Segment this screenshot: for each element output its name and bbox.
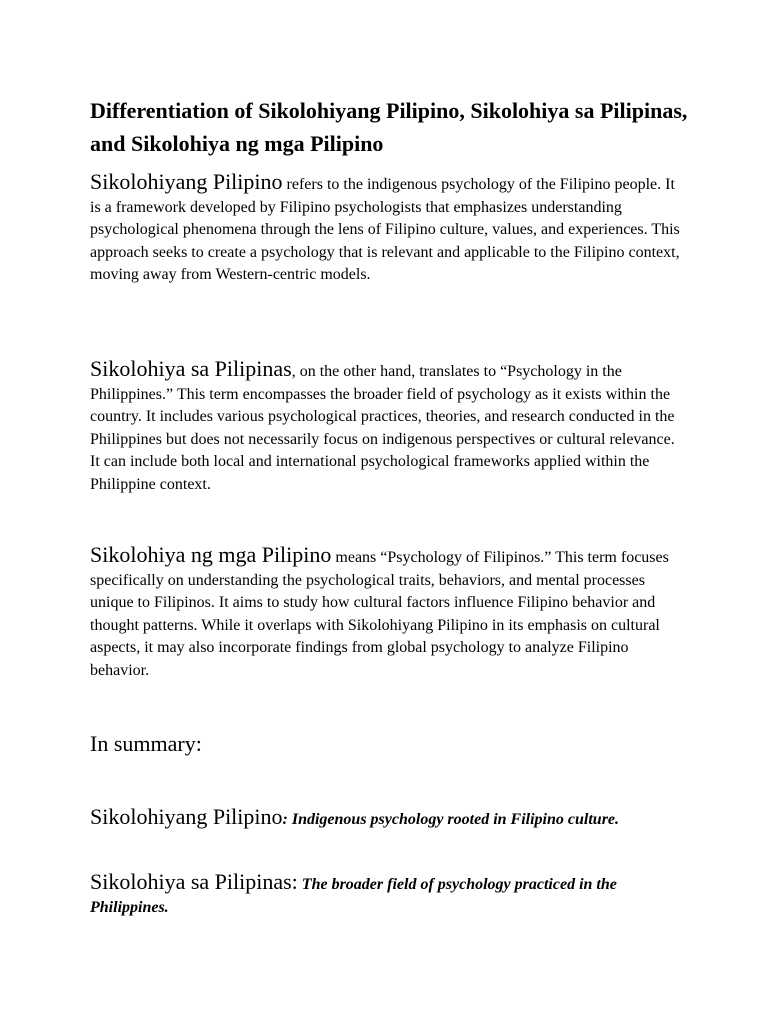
paragraph-sikolohiya-ng-mga-pilipino — [90, 544, 680, 683]
summary-term: Sikolohiya sa Pilipinas: — [90, 869, 298, 894]
summary-item-sikolohiya-sa-pilipinas — [90, 871, 680, 919]
paragraph-term: Sikolohiya sa Pilipinas — [90, 356, 292, 381]
summary-term: Sikolohiyang Pilipino — [90, 804, 283, 829]
summary-heading: In summary: — [90, 731, 202, 756]
summary-item-sikolohiyang-pilipino — [90, 806, 680, 831]
paragraph-text: means “Psychology of Filipinos.” This term focuses specifically on understanding the psychological traits, behaviors, and mental processes unique to Filipinos. It aims to study how cultural factors influence Filipino behavior and thought patterns. While it overlaps with Sikolohiyang Pilipino in its emphasis on cultural aspects, it may also incorporate findings from global psychology to analyze Filipino behavior. — [90, 549, 669, 679]
paragraph-text: , on the other hand, translates to “Psychology in the Philippines.” This term encompasses the broader field of psychology as it exists within the country. It includes various psychological practices, theories, and research conducted in the Philippines but does not necessarily focus on indigenous perspectives or cultural relevance. It can include both local and international psychological frameworks applied within the Philippine context. — [90, 363, 675, 493]
summary-description: The broader field of psychology practiced in the Philippines. — [90, 876, 617, 916]
paragraph-term: Sikolohiya ng mga Pilipino — [90, 542, 332, 567]
paragraph-sikolohiyang-pilipino — [90, 171, 680, 287]
summary-description: Indigenous psychology rooted in Filipino culture. — [287, 811, 620, 828]
document-title: Differentiation of Sikolohiyang Pilipino, Sikolohiya sa Pilipinas, and Sikolohiya ng mga Pilipino — [90, 98, 688, 156]
paragraph-term: Sikolohiyang Pilipino — [90, 169, 283, 194]
paragraph-sikolohiya-sa-pilipinas — [90, 358, 680, 497]
paragraph-text: refers to the indigenous psychology of the Filipino people. It is a framework developed by Filipino psychologists that emphasizes understanding psychological phenomena through the lens of Filipino culture, values, and experiences. This approach seeks to create a psychology that is relevant and applicable to the Filipino context, moving away from Western-centric models. — [90, 176, 680, 284]
summary-separator: : — [282, 811, 288, 828]
